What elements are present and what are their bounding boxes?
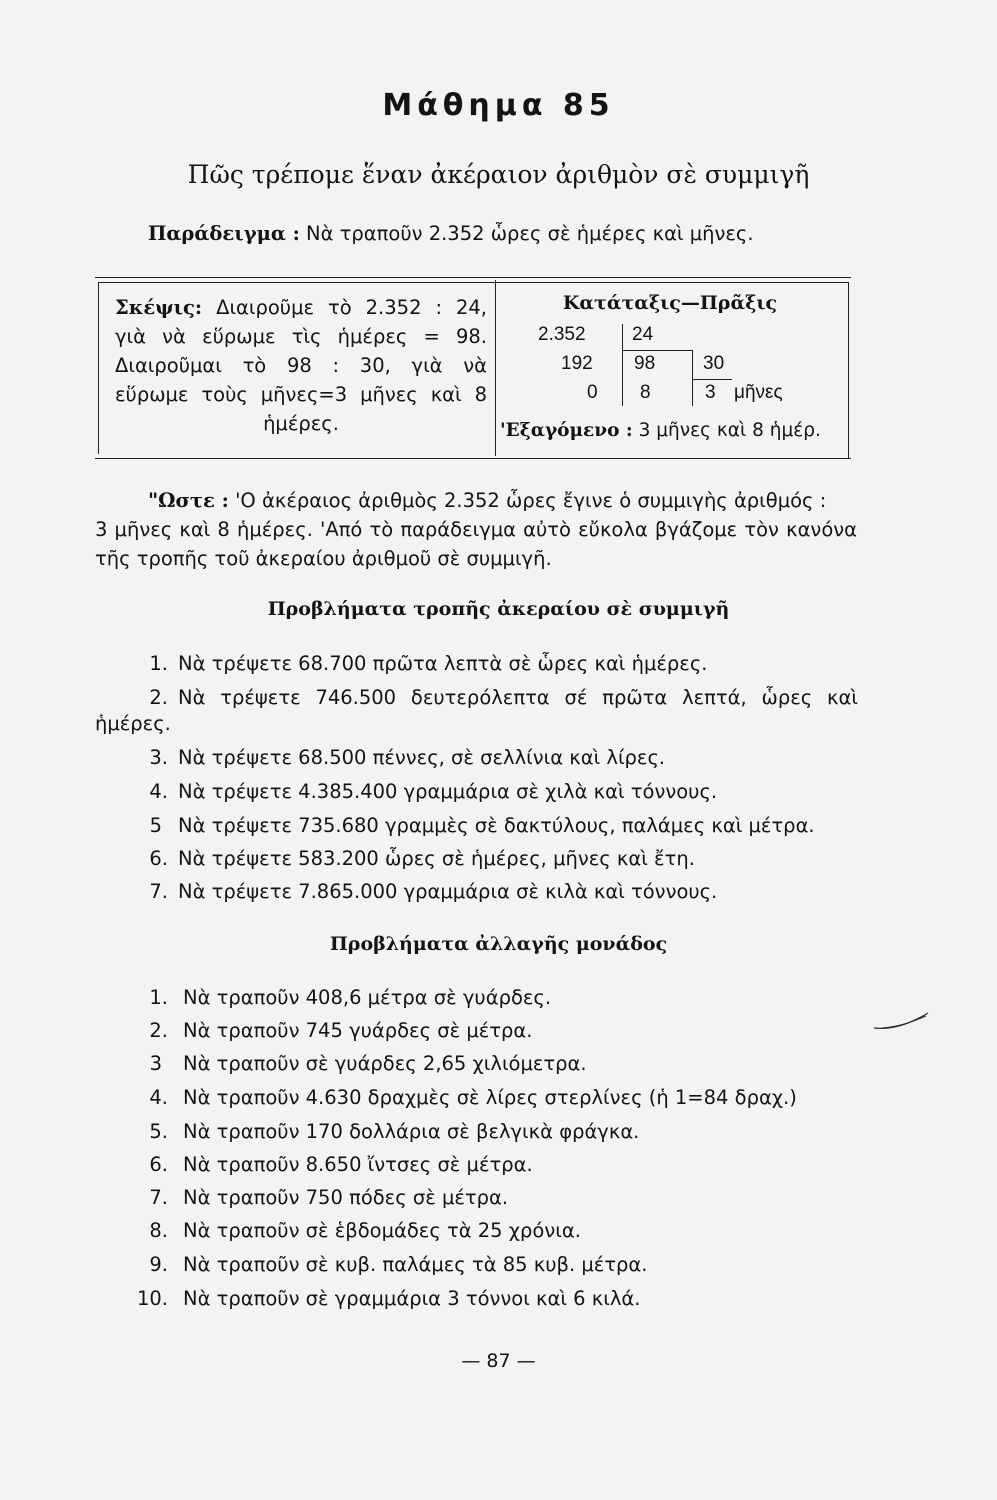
item-number: 7. [149, 880, 168, 903]
calc-division-underline-2 [692, 379, 732, 380]
conclusion-line-2: 3 μῆνες καὶ 8 ἡμέρες. 'Από τὸ παράδειγμα αὐτὸ εὔκολα βγάζομε τὸν κανόνα τῆς τροπῆς τοῦ ἀκεραίου ἀριθμοῦ σὲ συμμιγῆ. [95, 518, 857, 570]
calc-divisor-1: 24 [632, 324, 654, 345]
box-top-rule-inner [98, 282, 848, 283]
calc-step-192: 192 [561, 353, 593, 374]
calculation-title: Κατάταξις—Πρᾶξις [562, 292, 778, 314]
calc-dividend: 2.352 [538, 324, 586, 345]
page-number: — 87 — [461, 1350, 536, 1372]
item-number: 6. [149, 1153, 168, 1176]
item-number: 6. [149, 847, 168, 870]
item-number: 10. [136, 1287, 168, 1310]
pen-mark-icon [872, 1010, 932, 1032]
item-number: 3 [149, 1052, 162, 1075]
skepsis-line-1: Διαιροῦμε τὸ 2.352 : 24, [216, 296, 487, 319]
item-text: Νὰ τραποῦν σὲ γυάρδες 2,65 χιλιόμετρα. [183, 1052, 587, 1075]
item-text: Νὰ τραποῦν 8.650 ἴντσες σὲ μέτρα. [183, 1153, 533, 1176]
box-top-rule [95, 277, 851, 278]
skepsis-label: Σκέψις: [115, 296, 203, 319]
example-label: Παράδειγμα : [148, 222, 300, 245]
skepsis-block [115, 293, 487, 438]
section2-heading: Προβλήματα ἀλλαγῆς μονάδος [329, 933, 668, 955]
item-number: 4. [149, 1086, 168, 1109]
item-text: Νὰ τραποῦν σὲ ἑβδομάδες τὰ 25 χρόνια. [183, 1219, 581, 1242]
skepsis-line-5: ἡμέρες. [263, 412, 339, 435]
skepsis-line-3: Διαιροῦμαι τὸ 98 : 30, γιὰ νὰ [115, 354, 487, 377]
skepsis-line-2: γιὰ νὰ εὕρωμε τὶς ἡμέρες = 98. [115, 325, 487, 348]
item-number: 4. [149, 780, 168, 803]
calc-division-bar-1 [622, 324, 623, 406]
calc-quotient-2: 3 [705, 382, 716, 403]
item-text: Νὰ τραποῦν 750 πόδες σὲ μέτρα. [183, 1186, 509, 1209]
item-text: Νὰ τρέψετε 68.500 πέννες, σὲ σελλίνια καὶ λίρες. [178, 746, 666, 769]
item-text: Νὰ τραποῦν 408,6 μέτρα σὲ γυάρδες. [183, 986, 552, 1009]
result-label: 'Εξαγόμενο : [500, 420, 633, 441]
item-text: Νὰ τρέψετε 746.500 δευτερόλεπτα σέ πρῶτα λεπτά, ὧρες καὶ [178, 686, 858, 709]
box-left-border [98, 282, 99, 454]
item-text: Νὰ τραποῦν 4.630 δραχμὲς σὲ λίρες στερλίνες (ἡ 1=84 δραχ.) [183, 1086, 797, 1109]
item-number: 3. [149, 746, 168, 769]
item-text: Νὰ τρέψετε 68.700 πρῶτα λεπτὰ σὲ ὧρες καὶ ἡμέρες. [178, 652, 708, 675]
box-right-border [848, 282, 849, 458]
calc-quotient-1: 98 [634, 353, 656, 374]
item-number: 5. [149, 1120, 168, 1143]
item-text: Νὰ τραποῦν σὲ γραμμάρια 3 τόννοι καὶ 6 κιλά. [183, 1287, 641, 1310]
item-text: Νὰ τραποῦν 745 γυάρδες σὲ μέτρα. [183, 1019, 533, 1042]
item-text: Νὰ τρέψετε 735.680 γραμμὲς σὲ δακτύλους, παλάμες καὶ μέτρα. [178, 814, 815, 837]
conclusion-paragraph [95, 486, 857, 573]
lesson-subtitle: Πῶς τρέπομε ἕναν ἀκέραιον ἀριθμὸν σὲ συμμιγῆ [187, 160, 810, 189]
item-number: 5 [149, 814, 162, 837]
item-text-continuation: ἡμέρες. [95, 712, 171, 735]
item-number: 8. [149, 1219, 168, 1242]
lesson-title: Μάθημα 85 [382, 88, 615, 123]
calc-division-underline-1 [622, 350, 692, 351]
item-number: 1. [149, 986, 168, 1009]
box-middle-divider [495, 280, 496, 456]
section1-heading: Προβλήματα τροπῆς ἀκεραίου σὲ συμμιγῆ [267, 598, 730, 620]
calc-remainder-2: 8 [640, 382, 651, 403]
result-text: 3 μῆνες καὶ 8 ἡμέρ. [638, 420, 821, 441]
item-text: Νὰ τραποῦν σὲ κυβ. παλάμες τὰ 85 κυβ. μέτρα. [183, 1253, 648, 1276]
calc-remainder-1: 0 [587, 382, 598, 403]
example-text: Νὰ τραποῦν 2.352 ὧρες σὲ ἡμέρες καὶ μῆνες. [306, 222, 754, 245]
calc-result [500, 420, 821, 441]
example-line [148, 222, 754, 245]
conclusion-label: "Ωστε : [148, 489, 229, 512]
calc-division-bar-2 [692, 350, 693, 406]
box-bottom-rule [95, 458, 851, 459]
item-number: 9. [149, 1253, 168, 1276]
item-text: Νὰ τρέψετε 4.385.400 γραμμάρια σὲ χιλὰ καὶ τόννους. [178, 780, 718, 803]
item-text: Νὰ τραποῦν 170 δολλάρια σὲ βελγικὰ φράγκα. [183, 1120, 640, 1143]
item-text: Νὰ τρέψετε 583.200 ὧρες σὲ ἡμέρες, μῆνες καὶ ἔτη. [178, 847, 695, 870]
calc-months-word: μῆνες [734, 382, 783, 403]
item-number: 2. [149, 686, 168, 709]
item-text: Νὰ τρέψετε 7.865.000 γραμμάρια σὲ κιλὰ καὶ τόννους. [178, 880, 718, 903]
conclusion-line-1: 'Ο ἀκέραιος ἀριθμὸς 2.352 ὧρες ἔγινε ὁ συμμιγὴς ἀριθμός : [235, 489, 827, 512]
item-number: 2. [149, 1019, 168, 1042]
item-number: 1. [149, 652, 168, 675]
item-number: 7. [149, 1186, 168, 1209]
calc-divisor-2: 30 [703, 353, 725, 374]
skepsis-line-4: εὕρωμε τοὺς μῆνες=3 μῆνες καὶ 8 [115, 383, 487, 406]
